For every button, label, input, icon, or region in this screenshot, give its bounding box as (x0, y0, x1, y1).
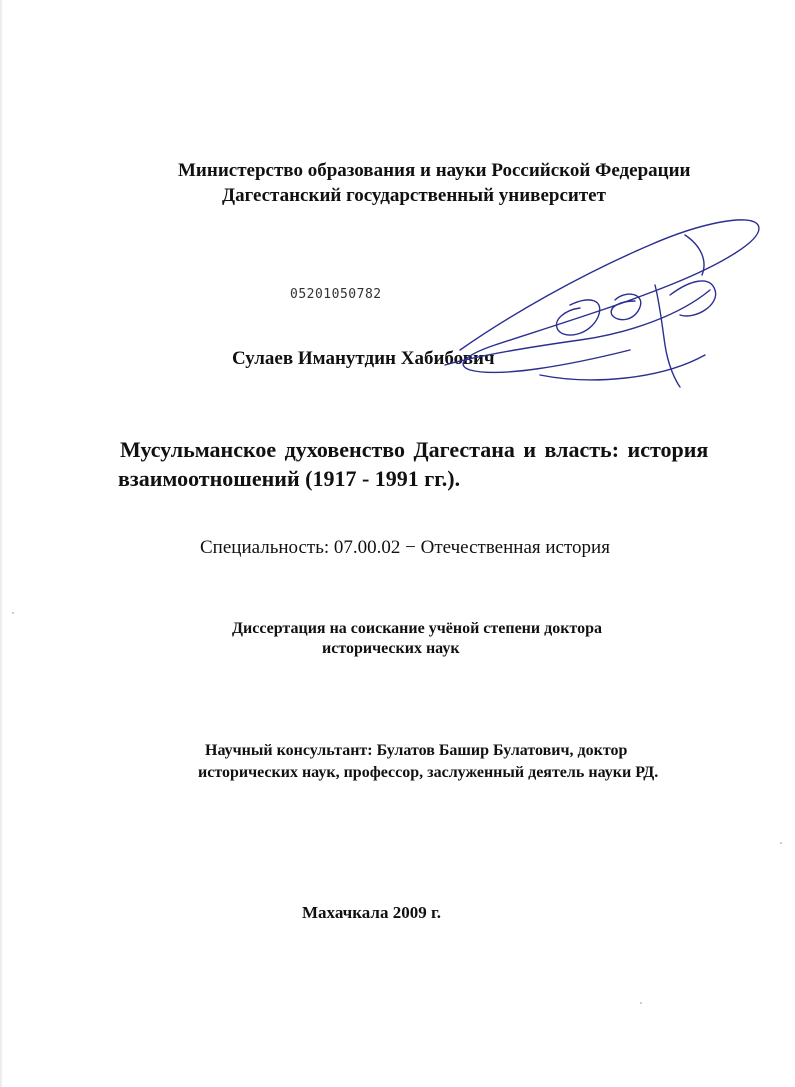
place-and-year: Махачкала 2009 г. (302, 903, 442, 922)
dissertation-title-line-2: взаимоотношений (1917 - 1991 гг.). (118, 466, 461, 491)
specialty-line: Специальность: 07.00.02 − Отечественная история (200, 537, 610, 558)
ministry-heading: Министерство образования и науки Российской Федерации (178, 160, 691, 181)
catalog-code: 05201050782 (290, 287, 382, 302)
university-heading: Дагестанский государственный университет (222, 185, 606, 206)
scan-speck (12, 612, 14, 614)
scan-speck (780, 842, 782, 844)
degree-line-1: Диссертация на соискание учёной степени доктора (232, 620, 602, 637)
dissertation-title-line-1: Мусульманское духовенство Дагестана и власть: история (120, 437, 709, 462)
scan-edge-shadow (0, 0, 3, 1087)
consultant-line-1: Научный консультант: Булатов Башир Булатович, доктор (205, 742, 628, 759)
scan-speck (640, 1002, 642, 1004)
consultant-line-2: исторических наук, профессор, заслуженный деятель науки РД. (198, 764, 659, 781)
author-name: Сулаев Иманутдин Хабибович (232, 348, 495, 369)
degree-line-2: исторических наук (322, 640, 460, 657)
